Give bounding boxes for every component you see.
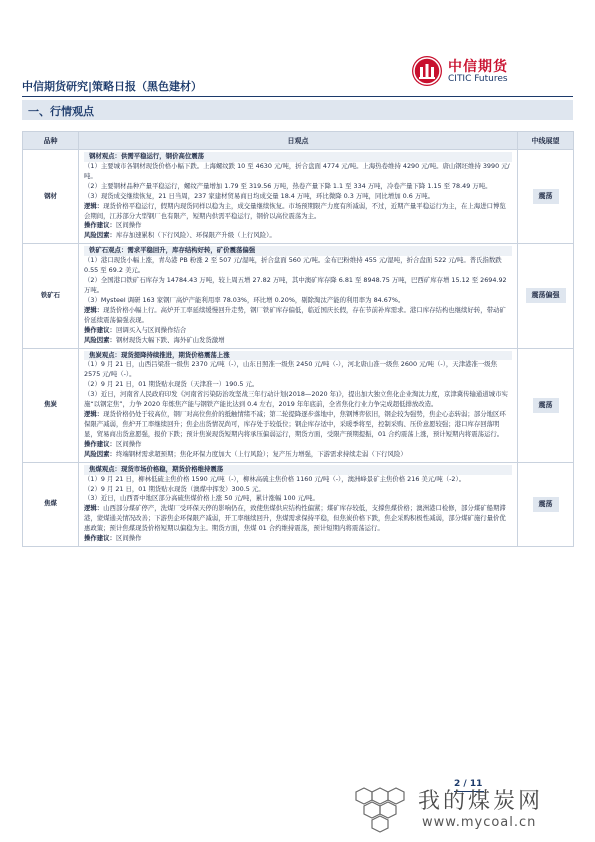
view-line: （2）9 月 21 日，01 期货贴水现货（天津准一）190.5 元。 bbox=[84, 380, 259, 389]
view-line: 逻辑：山西部分煤矿停产，洗煤厂受环保天停的影响仍在，致使焦煤供应结构性偏紧；煤矿库存较低，支撑焦煤价格；澳洲港口检修，部分煤矿船期滞港，蒙煤通关情况改善；下游焦企环保限产减弱，开工率继续回升，焦煤需求保持平稳，但焦炭价格下跌，焦企采购积极性减弱，部分煤矿施行量价优惠政策；预计焦煤现货价格短期以偏稳为主。期货方面，焦煤 01 合约维持震荡，预计短期内将震荡运行。 bbox=[84, 504, 506, 533]
view-line: 逻辑：现货价格平稳运行，假期内现货同样以稳为主，成交量继续恢复。市场预期限产力度有所减弱，不过，近期产量平稳运行为主，在上海进口博览会期间，江苏部分大型钢厂也有限产，短期内供需平稳运行，钢价以高位震荡为主。 bbox=[84, 201, 506, 220]
header-midterm-outlook: 中线展望 bbox=[518, 132, 574, 150]
logo-english-name: CITIC Futures bbox=[448, 74, 508, 84]
table-row bbox=[23, 244, 574, 348]
market-view-table bbox=[22, 131, 574, 547]
view-line: （3）现货成交继续恢复，21 日当周，237 家建材贸易商日均成交量 18.4 万吨，环比微降 0.3 万吨，同比增加 0.6 万吨。 bbox=[84, 191, 434, 200]
trend-badge: 震荡 bbox=[533, 189, 559, 204]
view-headline: 焦煤观点：现货市场价格稳，期货价格维持震荡 bbox=[84, 465, 512, 475]
row-trend-cell bbox=[518, 348, 574, 462]
view-line-label: 操作建议： bbox=[84, 325, 116, 334]
view-line: （3）近日，河南省人民政府印发《河南省污染防治攻坚战三年行动计划(2018—2020 年)》，提出加大独立焦化企业淘汰力度，京津冀传输通道城市实施“以钢定焦”，力争 2020 年炼焦产能与钢铁产能比达到 0.4 左右，2019 年年底前，全省焦化行业力争完成超低排放改造。 bbox=[84, 390, 508, 409]
row-category: 铁矿石 bbox=[23, 244, 79, 348]
view-line: 逻辑：现货价格小幅上行。高炉开工率延续缓慢回升走势，钢厂铁矿库存偏低，临近国庆长假，存在节前补库需求。港口库存结构也继续好转，带动矿价延续震荡偏强表现。 bbox=[84, 305, 506, 324]
mycoal-watermark-logo bbox=[352, 786, 410, 834]
table-row bbox=[23, 150, 574, 244]
logo-chinese-name: 中信期货 bbox=[448, 59, 508, 75]
trend-badge: 震荡 bbox=[533, 398, 559, 413]
table-row bbox=[23, 348, 574, 462]
citic-futures-logo bbox=[412, 54, 532, 94]
view-line-label: 风险因素： bbox=[84, 449, 116, 458]
citic-logo-icon bbox=[412, 56, 442, 86]
row-category: 焦煤 bbox=[23, 462, 79, 546]
view-line: 逻辑：现货价格仍处于较高位，钢厂对高位焦价的抵触情绪不减；第二轮提降逐步落地中，焦钢博弈依旧，钢企较为强势，焦企心态转弱；部分地区环保限产减弱，焦炉开工率继续回升；焦企出货情况尚可，库存处于较低位；钢企库存适中，采暖季将至，控制采购、压价意愿较强；港口库存回落明显，贸易商出货意愿强，报价下跌；预计焦炭现货短期内将承压偏弱运行，期货方面，受限产预期提振，01 合约震荡上涨，预计短期内将震荡运行。 bbox=[84, 410, 506, 438]
view-headline: 铁矿石观点：需求平稳回升，库存结构好转，矿价震荡偏强 bbox=[84, 246, 512, 256]
header-rule bbox=[22, 96, 573, 97]
trend-badge: 震荡偏强 bbox=[526, 288, 566, 303]
view-line: 风险因素：终端钢材需求超预期；焦化环保力度加大（上行风险）；复产压力增强，下游需求持续走弱（下行风险） bbox=[84, 449, 407, 458]
view-line-label: 操作建议： bbox=[84, 534, 116, 543]
view-line-label: 风险因素： bbox=[84, 335, 116, 344]
watermark-url[interactable]: www.mycoal.cn bbox=[422, 815, 537, 830]
view-line-label: 风险因素： bbox=[84, 231, 116, 240]
view-line: （2）主要钢材品种产量平稳运行，螺纹产量增加 1.79 至 319.56 万吨，热卷产量下降 1.1 至 334 万吨，冷卷产量下降 1.15 至 78.49 万吨。 bbox=[84, 181, 492, 190]
view-headline: 钢材观点：供需平稳运行，钢价高位震荡 bbox=[84, 152, 512, 162]
header-daily-view: 日观点 bbox=[79, 132, 518, 150]
row-trend-cell bbox=[518, 150, 574, 244]
view-line: （2）全国港口铁矿石库存为 14784.43 万吨，较上周五增 27.82 万吨，其中澳矿库存降 6.81 至 8948.75 万吨，巴西矿库存增 15.12 至 2694.92 万吨。 bbox=[84, 276, 507, 294]
view-line: （3）近日，山西晋中地区部分高硫焦煤价格上涨 50 元/吨，累计涨幅 100 元/吨。 bbox=[84, 494, 319, 503]
view-line: （2）9 月 21 日，01 期货贴水现货（澳煤中挥发）300.5 元。 bbox=[84, 484, 265, 493]
row-daily-view bbox=[79, 244, 518, 348]
view-line-label: 逻辑： bbox=[84, 201, 104, 210]
view-line: （1）9 月 21 日，山西吕梁准一级焦 2370 元/吨（-），山东日照准一级焦 2450 元/吨（-），河北唐山准一级焦 2600 元/吨（-），天津港准一级焦 2575 元/吨（-）。 bbox=[84, 360, 498, 379]
view-line: 操作建议：区间操作 bbox=[84, 534, 142, 543]
view-line: （3）Mysteel 调研 163 家钢厂高炉产能利用率 78.03%，环比增 0.20%，剔除淘汰产能的利用率为 84.67%。 bbox=[84, 295, 405, 304]
view-line: 操作建议：区间操作 bbox=[84, 221, 142, 230]
watermark-site-name: 我的煤炭网 bbox=[418, 789, 544, 814]
row-category: 焦炭 bbox=[23, 348, 79, 462]
row-trend-cell bbox=[518, 244, 574, 348]
view-line: 风险因素：钢材现货大幅下跌、海外矿山发货激增 bbox=[84, 335, 225, 344]
table-row bbox=[23, 462, 574, 546]
row-trend-cell bbox=[518, 462, 574, 546]
view-line-label: 逻辑： bbox=[84, 305, 104, 314]
view-line: （1）港口现货小幅上涨，青岛港 PB 粉涨 2 至 507 元/湿吨，折合盘面 560 元/吨。金布巴粉维持 455 元/湿吨，折合盘面 522 元/吨。普氏指数跌 0.55 至 69.2 美元。 bbox=[84, 256, 502, 275]
view-headline: 焦炭观点：现货提降持续推进，期货价格震荡上涨 bbox=[84, 351, 512, 361]
row-category: 钢材 bbox=[23, 150, 79, 244]
header-category: 品种 bbox=[23, 132, 79, 150]
view-line: 操作建议：回调买入与区间操作结合 bbox=[84, 325, 187, 334]
table-header-row bbox=[23, 132, 574, 150]
view-line-label: 逻辑： bbox=[84, 504, 104, 513]
view-line: （1）9 月 21 日，柳林低硫主焦价格 1590 元/吨（-），柳林高硫主焦价格 1160 元/吨（-），澳洲峰景矿主焦价格 216 美元/吨（-2）。 bbox=[84, 474, 466, 483]
trend-badge: 震荡 bbox=[533, 497, 559, 512]
view-line: 风险因素：库存加速累积（下行风险）、环保限产升级（上行风险）。 bbox=[84, 231, 276, 240]
row-daily-view bbox=[79, 462, 518, 546]
section-title: 一、行情观点 bbox=[28, 105, 94, 118]
view-line-label: 操作建议： bbox=[84, 439, 116, 448]
page-number: 2 / 11 bbox=[454, 779, 483, 789]
row-daily-view bbox=[79, 348, 518, 462]
section-bar bbox=[22, 100, 573, 120]
view-line-label: 逻辑： bbox=[84, 410, 104, 419]
report-title: 中信期货研究|策略日报（黑色建材） bbox=[22, 80, 203, 93]
row-daily-view bbox=[79, 150, 518, 244]
view-line: （1）主要城市各钢材现货价格小幅下跌。上海螺纹跌 10 至 4630 元/吨，折合盘面 4774 元/吨。上海热卷维持 4290 元/吨。唐山钢坯维持 3990 元/吨。 bbox=[84, 161, 510, 180]
view-line-label: 操作建议： bbox=[84, 221, 116, 230]
view-line: 操作建议：区间操作 bbox=[84, 439, 142, 448]
